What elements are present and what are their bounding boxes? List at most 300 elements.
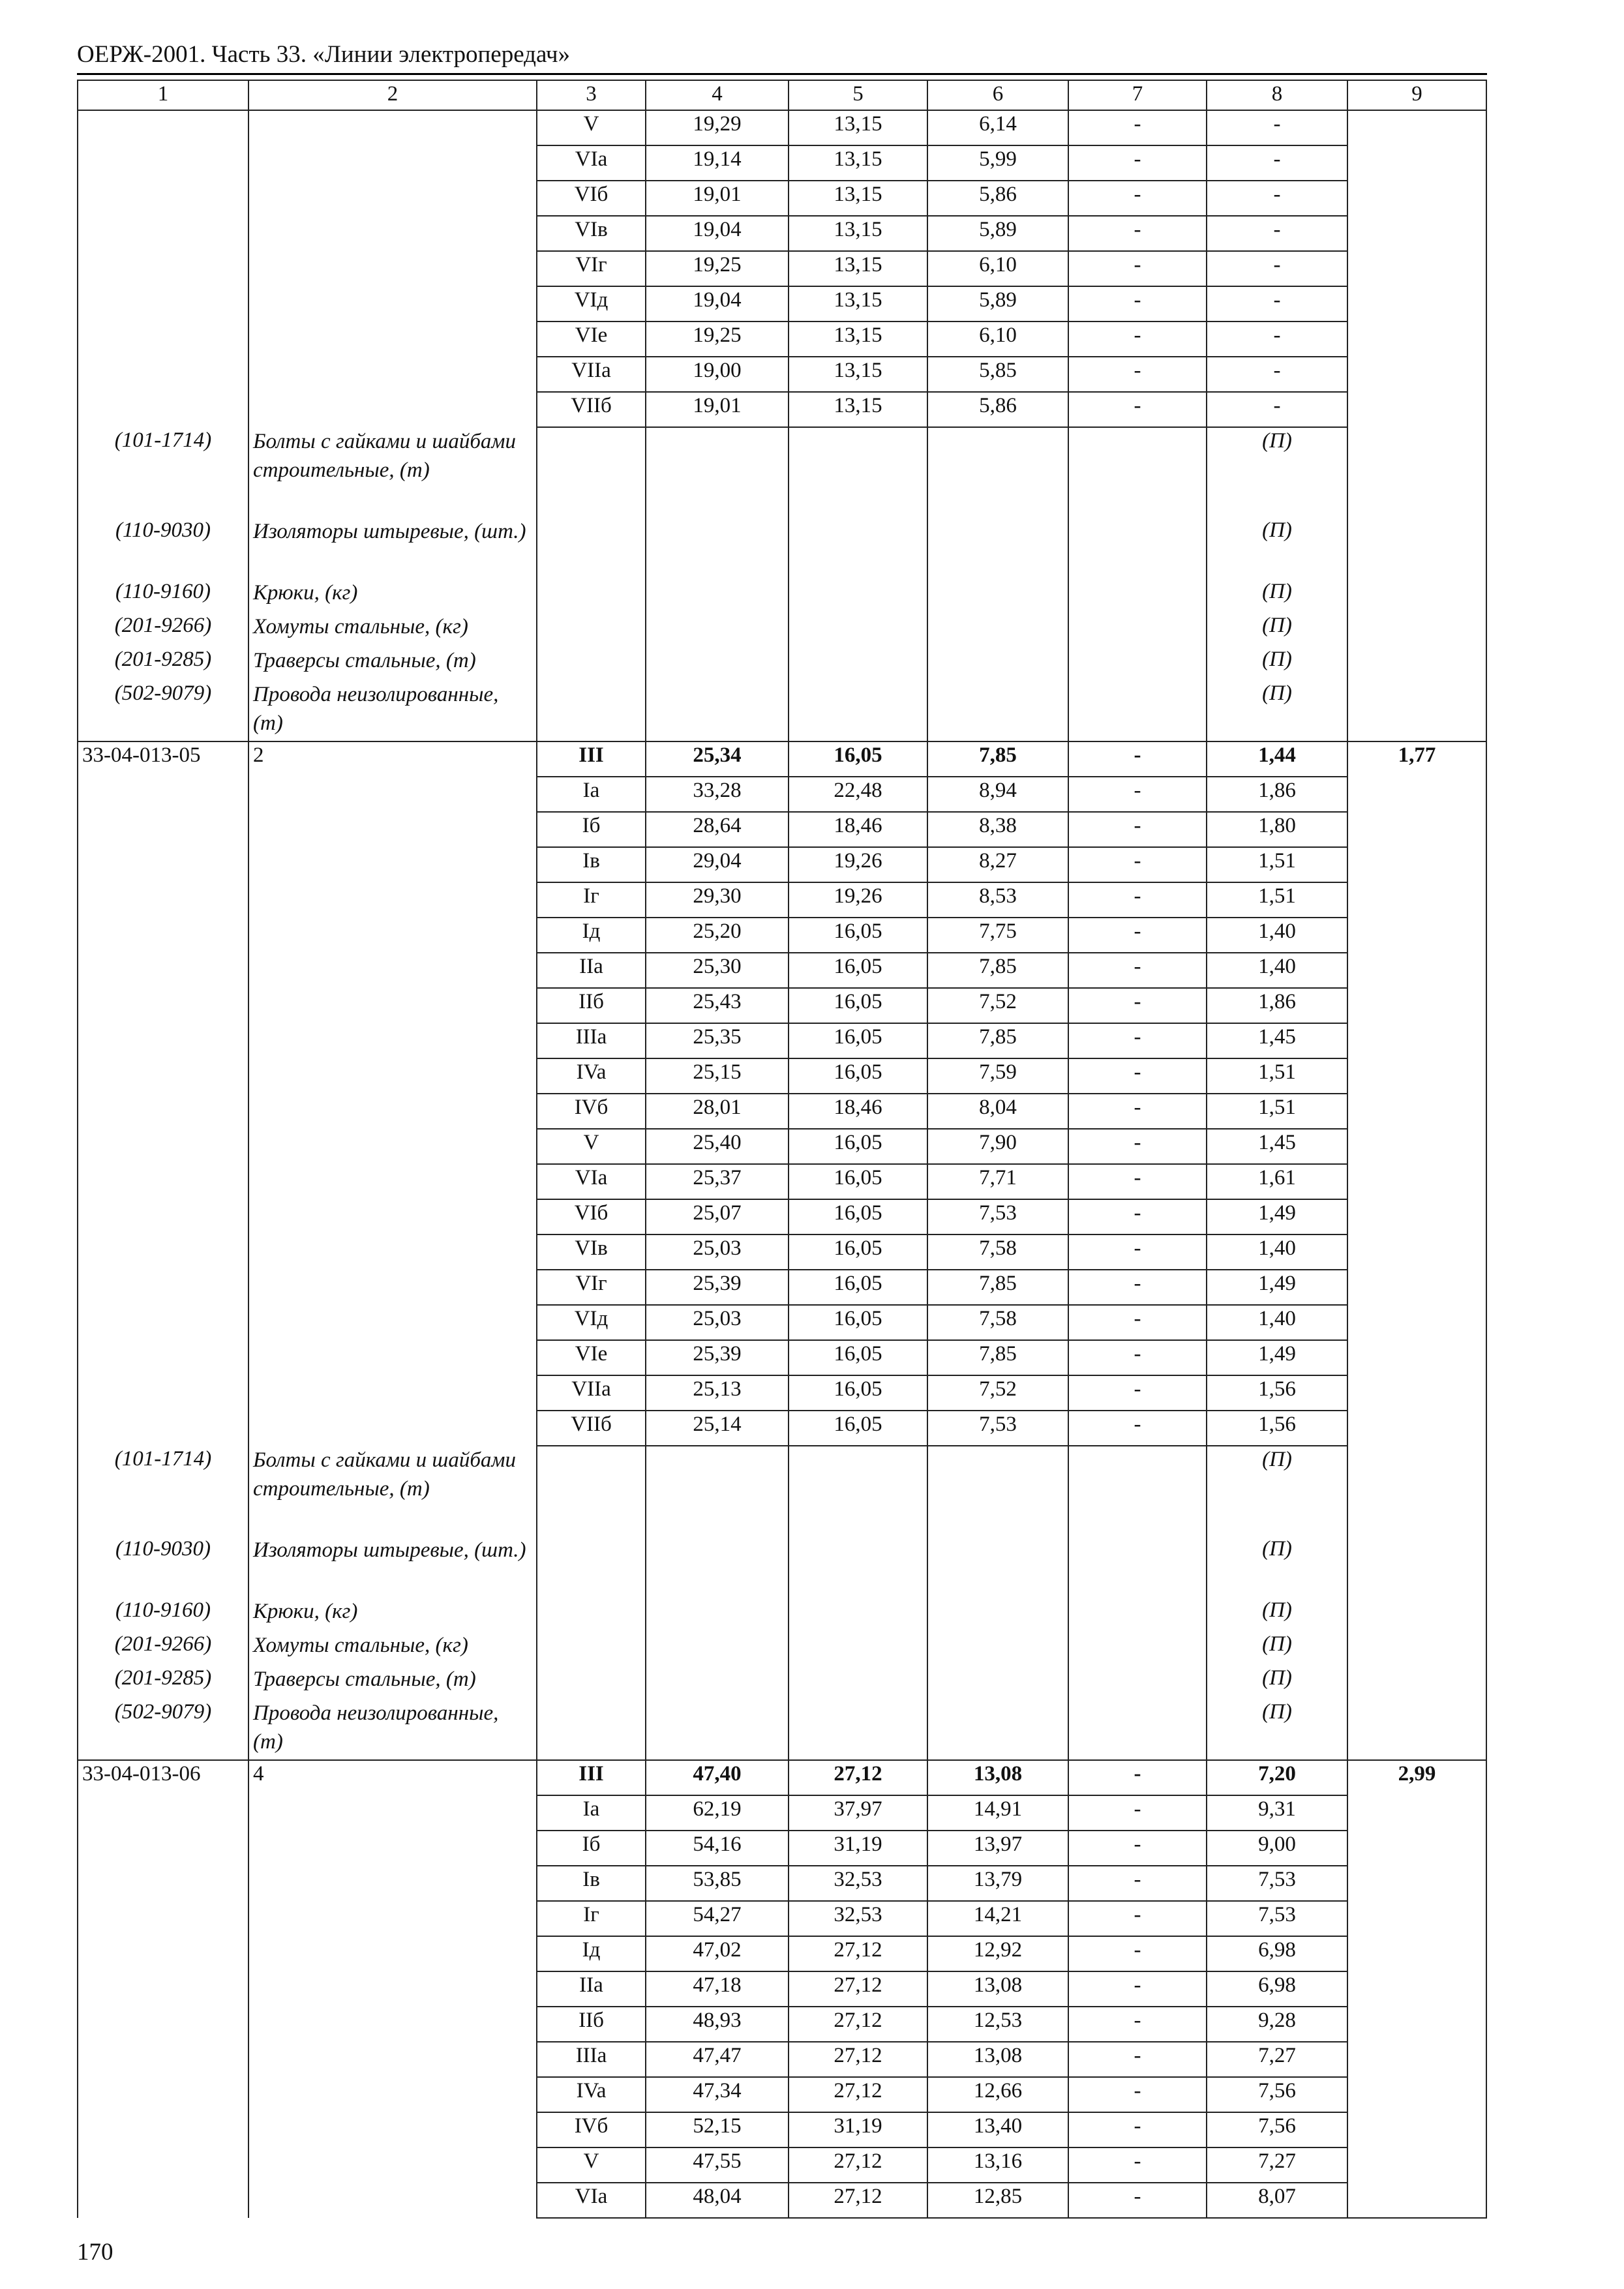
- value-cell: 13,15: [789, 286, 927, 322]
- value-cell: -: [1068, 1234, 1207, 1270]
- value-cell: -: [1068, 918, 1207, 953]
- value-cell: 8,27: [927, 847, 1068, 882]
- value-cell: 1,80: [1207, 812, 1347, 847]
- value-cell: 19,01: [646, 181, 789, 216]
- value-cell: 12,66: [927, 2077, 1068, 2112]
- value-cell: -: [1068, 1094, 1207, 1129]
- material-name: Провода неизолированные, (т): [248, 1699, 537, 1760]
- value-cell: 7,53: [927, 1199, 1068, 1234]
- value-cell: -: [1068, 1831, 1207, 1866]
- value-cell: 16,05: [789, 1129, 927, 1164]
- material-row: [78, 1446, 1486, 1536]
- value-cell: 31,19: [789, 2112, 927, 2147]
- zone-code: VIд: [537, 1305, 646, 1340]
- value-cell: 5,85: [927, 357, 1068, 392]
- value-cell: 25,07: [646, 1199, 789, 1234]
- value-cell: 16,05: [789, 953, 927, 988]
- value-cell: -: [1068, 357, 1207, 392]
- value-cell: 27,12: [789, 2183, 927, 2218]
- value-cell: 25,03: [646, 1305, 789, 1340]
- value-cell: -: [1068, 216, 1207, 251]
- value-cell: -: [1068, 1411, 1207, 1446]
- value-cell: 32,53: [789, 1866, 927, 1901]
- material-note: (П): [1207, 1597, 1347, 1631]
- value-cell: 19,04: [646, 216, 789, 251]
- value-cell: 25,03: [646, 1234, 789, 1270]
- value-cell: 27,12: [789, 2007, 927, 2042]
- value-cell: 1,49: [1207, 1340, 1347, 1375]
- empty-cell: [537, 1446, 646, 1760]
- material-note: (П): [1207, 1446, 1347, 1536]
- value-cell: 7,53: [1207, 1901, 1347, 1936]
- col9-value: [1347, 110, 1486, 741]
- rate-code: [78, 110, 248, 427]
- value-cell: 5,89: [927, 216, 1068, 251]
- material-name: Крюки, (кг): [248, 578, 537, 612]
- value-cell: -: [1207, 251, 1347, 286]
- value-cell: 7,56: [1207, 2077, 1347, 2112]
- value-cell: 7,52: [927, 1375, 1068, 1411]
- value-cell: 16,05: [789, 918, 927, 953]
- value-cell: 25,30: [646, 953, 789, 988]
- zone-code: VIб: [537, 1199, 646, 1234]
- value-cell: 47,47: [646, 2042, 789, 2077]
- value-cell: 7,20: [1207, 1760, 1347, 1795]
- value-cell: -: [1068, 322, 1207, 357]
- value-cell: -: [1068, 741, 1207, 777]
- value-cell: -: [1068, 1866, 1207, 1901]
- rate-desc: 4: [248, 1760, 537, 2218]
- value-cell: -: [1068, 251, 1207, 286]
- value-cell: 13,08: [927, 2042, 1068, 2077]
- value-cell: 7,53: [1207, 1866, 1347, 1901]
- value-cell: 5,86: [927, 392, 1068, 427]
- value-cell: 16,05: [789, 1411, 927, 1446]
- value-cell: -: [1207, 357, 1347, 392]
- empty-cell: [927, 427, 1068, 741]
- value-cell: 22,48: [789, 777, 927, 812]
- material-code: (502-9079): [78, 680, 248, 741]
- zone-code: VIг: [537, 1270, 646, 1305]
- value-cell: 1,45: [1207, 1129, 1347, 1164]
- value-cell: 25,43: [646, 988, 789, 1023]
- zone-code: VIб: [537, 181, 646, 216]
- zone-code: VIв: [537, 1234, 646, 1270]
- material-code: (502-9079): [78, 1699, 248, 1760]
- zone-code: VIe: [537, 1340, 646, 1375]
- value-cell: 1,45: [1207, 1023, 1347, 1058]
- empty-cell: [927, 1446, 1068, 1760]
- value-cell: 7,27: [1207, 2042, 1347, 2077]
- value-cell: 7,85: [927, 1023, 1068, 1058]
- page-number: 170: [77, 2239, 113, 2266]
- value-cell: -: [1068, 1305, 1207, 1340]
- zone-code: Iв: [537, 847, 646, 882]
- material-name: Изоляторы штыревые, (шт.): [248, 1536, 537, 1597]
- value-cell: -: [1068, 392, 1207, 427]
- value-cell: 25,39: [646, 1340, 789, 1375]
- value-cell: -: [1207, 286, 1347, 322]
- value-cell: 6,10: [927, 322, 1068, 357]
- value-cell: -: [1068, 1971, 1207, 2007]
- value-cell: 37,97: [789, 1795, 927, 1831]
- value-cell: 1,40: [1207, 953, 1347, 988]
- zone-code: Iг: [537, 1901, 646, 1936]
- material-code: (101-1714): [78, 1446, 248, 1536]
- zone-code: IIIa: [537, 1023, 646, 1058]
- rate-desc: [248, 110, 537, 427]
- value-cell: -: [1068, 988, 1207, 1023]
- material-note: (П): [1207, 1699, 1347, 1760]
- table-row: [78, 741, 1486, 777]
- value-cell: 27,12: [789, 2077, 927, 2112]
- value-cell: 9,00: [1207, 1831, 1347, 1866]
- value-cell: 27,12: [789, 2042, 927, 2077]
- value-cell: -: [1068, 2112, 1207, 2147]
- zone-code: V: [537, 1129, 646, 1164]
- zone-code: IVa: [537, 2077, 646, 2112]
- value-cell: 13,16: [927, 2147, 1068, 2183]
- column-number: 9: [1347, 80, 1486, 110]
- value-cell: 7,27: [1207, 2147, 1347, 2183]
- value-cell: 27,12: [789, 1936, 927, 1971]
- zone-code: IIa: [537, 1971, 646, 2007]
- value-cell: 6,14: [927, 110, 1068, 145]
- material-name: Хомуты стальные, (кг): [248, 1631, 537, 1665]
- value-cell: -: [1068, 1164, 1207, 1199]
- value-cell: 13,15: [789, 357, 927, 392]
- value-cell: 1,40: [1207, 1305, 1347, 1340]
- value-cell: 25,15: [646, 1058, 789, 1094]
- value-cell: 1,51: [1207, 847, 1347, 882]
- column-number: 8: [1207, 80, 1347, 110]
- value-cell: 19,01: [646, 392, 789, 427]
- value-cell: 16,05: [789, 1270, 927, 1305]
- value-cell: 13,15: [789, 251, 927, 286]
- material-code: (110-9030): [78, 1536, 248, 1597]
- value-cell: 1,86: [1207, 777, 1347, 812]
- value-cell: 8,94: [927, 777, 1068, 812]
- value-cell: 13,15: [789, 216, 927, 251]
- empty-cell: [1068, 427, 1207, 741]
- zone-code: VIa: [537, 1164, 646, 1199]
- value-cell: 14,91: [927, 1795, 1068, 1831]
- value-cell: 47,55: [646, 2147, 789, 2183]
- value-cell: 25,40: [646, 1129, 789, 1164]
- value-cell: 16,05: [789, 1199, 927, 1234]
- value-cell: -: [1207, 392, 1347, 427]
- material-note: (П): [1207, 646, 1347, 680]
- zone-code: IVб: [537, 2112, 646, 2147]
- value-cell: 25,39: [646, 1270, 789, 1305]
- column-number: 6: [927, 80, 1068, 110]
- value-cell: 1,51: [1207, 1094, 1347, 1129]
- value-cell: 19,25: [646, 322, 789, 357]
- material-note: (П): [1207, 517, 1347, 578]
- value-cell: -: [1068, 882, 1207, 918]
- material-code: (110-9160): [78, 578, 248, 612]
- value-cell: 47,18: [646, 1971, 789, 2007]
- value-cell: 7,56: [1207, 2112, 1347, 2147]
- value-cell: 1,49: [1207, 1199, 1347, 1234]
- value-cell: 19,26: [789, 882, 927, 918]
- zone-code: IIб: [537, 2007, 646, 2042]
- value-cell: 16,05: [789, 988, 927, 1023]
- material-name: Траверсы стальные, (т): [248, 1665, 537, 1699]
- value-cell: -: [1068, 812, 1207, 847]
- header-rule: [77, 73, 1487, 75]
- value-cell: 47,40: [646, 1760, 789, 1795]
- value-cell: 54,27: [646, 1901, 789, 1936]
- value-cell: 27,12: [789, 2147, 927, 2183]
- value-cell: 16,05: [789, 1234, 927, 1270]
- table-row: [78, 110, 1486, 145]
- value-cell: 13,15: [789, 181, 927, 216]
- value-cell: 16,05: [789, 1375, 927, 1411]
- value-cell: 18,46: [789, 1094, 927, 1129]
- value-cell: 1,49: [1207, 1270, 1347, 1305]
- value-cell: 28,01: [646, 1094, 789, 1129]
- value-cell: -: [1068, 953, 1207, 988]
- empty-cell: [789, 427, 927, 741]
- value-cell: 7,85: [927, 1340, 1068, 1375]
- value-cell: 7,85: [927, 953, 1068, 988]
- value-cell: -: [1068, 1760, 1207, 1795]
- value-cell: 12,92: [927, 1936, 1068, 1971]
- material-name: Изоляторы штыревые, (шт.): [248, 517, 537, 578]
- value-cell: -: [1068, 2077, 1207, 2112]
- rate-code: 33-04-013-05: [78, 741, 248, 1446]
- zone-code: Iд: [537, 1936, 646, 1971]
- value-cell: 7,52: [927, 988, 1068, 1023]
- value-cell: 48,93: [646, 2007, 789, 2042]
- value-cell: 25,20: [646, 918, 789, 953]
- zone-code: VIa: [537, 2183, 646, 2218]
- value-cell: 7,71: [927, 1164, 1068, 1199]
- value-cell: 7,53: [927, 1411, 1068, 1446]
- value-cell: -: [1068, 286, 1207, 322]
- value-cell: 13,15: [789, 392, 927, 427]
- value-cell: 29,30: [646, 882, 789, 918]
- column-number: 1: [78, 80, 248, 110]
- zone-code: IIб: [537, 988, 646, 1023]
- value-cell: -: [1068, 1340, 1207, 1375]
- column-number: 2: [248, 80, 537, 110]
- value-cell: 1,40: [1207, 1234, 1347, 1270]
- material-note: (П): [1207, 1631, 1347, 1665]
- value-cell: 1,40: [1207, 918, 1347, 953]
- value-cell: 16,05: [789, 1164, 927, 1199]
- value-cell: 13,15: [789, 110, 927, 145]
- value-cell: 14,21: [927, 1901, 1068, 1936]
- zone-code: IVa: [537, 1058, 646, 1094]
- zone-code: Iг: [537, 882, 646, 918]
- value-cell: 13,15: [789, 322, 927, 357]
- table-row: [78, 1760, 1486, 1795]
- zone-code: III: [537, 1760, 646, 1795]
- value-cell: -: [1068, 1199, 1207, 1234]
- value-cell: -: [1068, 1901, 1207, 1936]
- value-cell: 6,10: [927, 251, 1068, 286]
- value-cell: 13,97: [927, 1831, 1068, 1866]
- value-cell: 1,56: [1207, 1375, 1347, 1411]
- value-cell: 53,85: [646, 1866, 789, 1901]
- value-cell: 47,02: [646, 1936, 789, 1971]
- zone-code: Ia: [537, 777, 646, 812]
- value-cell: 27,12: [789, 1971, 927, 2007]
- empty-cell: [646, 427, 789, 741]
- value-cell: 48,04: [646, 2183, 789, 2218]
- value-cell: 6,98: [1207, 1936, 1347, 1971]
- value-cell: -: [1207, 216, 1347, 251]
- value-cell: 25,35: [646, 1023, 789, 1058]
- value-cell: -: [1068, 1270, 1207, 1305]
- value-cell: 16,05: [789, 741, 927, 777]
- zone-code: V: [537, 110, 646, 145]
- value-cell: 19,04: [646, 286, 789, 322]
- zone-code: VIIa: [537, 1375, 646, 1411]
- value-cell: -: [1068, 2042, 1207, 2077]
- value-cell: 13,79: [927, 1866, 1068, 1901]
- value-cell: 8,53: [927, 882, 1068, 918]
- material-note: (П): [1207, 612, 1347, 646]
- empty-cell: [646, 1446, 789, 1760]
- zone-code: VIв: [537, 216, 646, 251]
- value-cell: 19,26: [789, 847, 927, 882]
- zone-code: VIe: [537, 322, 646, 357]
- value-cell: 13,08: [927, 1760, 1068, 1795]
- value-cell: 5,99: [927, 145, 1068, 181]
- material-note: (П): [1207, 1665, 1347, 1699]
- material-code: (201-9285): [78, 646, 248, 680]
- value-cell: 7,59: [927, 1058, 1068, 1094]
- column-numbers-row: [78, 80, 1486, 110]
- value-cell: -: [1068, 1129, 1207, 1164]
- value-cell: 7,85: [927, 741, 1068, 777]
- value-cell: 19,14: [646, 145, 789, 181]
- value-cell: 5,89: [927, 286, 1068, 322]
- value-cell: 19,29: [646, 110, 789, 145]
- value-cell: 13,40: [927, 2112, 1068, 2147]
- value-cell: 16,05: [789, 1023, 927, 1058]
- material-note: (П): [1207, 578, 1347, 612]
- zone-code: V: [537, 2147, 646, 2183]
- value-cell: -: [1068, 110, 1207, 145]
- value-cell: 1,51: [1207, 1058, 1347, 1094]
- value-cell: 28,64: [646, 812, 789, 847]
- material-name: Провода неизолированные, (т): [248, 680, 537, 741]
- value-cell: 47,34: [646, 2077, 789, 2112]
- value-cell: 13,15: [789, 145, 927, 181]
- value-cell: -: [1068, 1058, 1207, 1094]
- value-cell: 16,05: [789, 1340, 927, 1375]
- value-cell: -: [1068, 847, 1207, 882]
- value-cell: 33,28: [646, 777, 789, 812]
- material-name: Траверсы стальные, (т): [248, 646, 537, 680]
- value-cell: 8,07: [1207, 2183, 1347, 2218]
- value-cell: 1,51: [1207, 882, 1347, 918]
- value-cell: 25,34: [646, 741, 789, 777]
- value-cell: -: [1068, 2007, 1207, 2042]
- material-name: Болты с гайками и шайбами строительные, (т): [248, 1446, 537, 1536]
- value-cell: -: [1068, 2147, 1207, 2183]
- value-cell: 9,28: [1207, 2007, 1347, 2042]
- empty-cell: [1068, 1446, 1207, 1760]
- rates-table: [77, 80, 1487, 2219]
- material-name: Болты с гайками и шайбами строительные, (т): [248, 427, 537, 517]
- page-header: ОЕРЖ-2001. Часть 33. «Линии электропередач»: [77, 41, 571, 68]
- value-cell: 7,90: [927, 1129, 1068, 1164]
- value-cell: 1,86: [1207, 988, 1347, 1023]
- zone-code: VIг: [537, 251, 646, 286]
- material-code: (101-1714): [78, 427, 248, 517]
- zone-code: VIд: [537, 286, 646, 322]
- value-cell: -: [1207, 322, 1347, 357]
- value-cell: -: [1068, 1023, 1207, 1058]
- value-cell: -: [1068, 181, 1207, 216]
- value-cell: 12,85: [927, 2183, 1068, 2218]
- material-name: Хомуты стальные, (кг): [248, 612, 537, 646]
- value-cell: -: [1068, 1936, 1207, 1971]
- value-cell: 1,44: [1207, 741, 1347, 777]
- value-cell: 1,61: [1207, 1164, 1347, 1199]
- value-cell: 7,58: [927, 1234, 1068, 1270]
- rate-code: 33-04-013-06: [78, 1760, 248, 2218]
- material-note: (П): [1207, 427, 1347, 517]
- zone-code: III: [537, 741, 646, 777]
- value-cell: 7,85: [927, 1270, 1068, 1305]
- value-cell: 25,13: [646, 1375, 789, 1411]
- value-cell: -: [1068, 777, 1207, 812]
- value-cell: 8,38: [927, 812, 1068, 847]
- material-code: (110-9160): [78, 1597, 248, 1631]
- value-cell: 18,46: [789, 812, 927, 847]
- empty-cell: [537, 427, 646, 741]
- material-name: Крюки, (кг): [248, 1597, 537, 1631]
- value-cell: 5,86: [927, 181, 1068, 216]
- value-cell: 7,58: [927, 1305, 1068, 1340]
- value-cell: -: [1207, 110, 1347, 145]
- value-cell: -: [1068, 1375, 1207, 1411]
- value-cell: -: [1068, 1795, 1207, 1831]
- zone-code: Iв: [537, 1866, 646, 1901]
- value-cell: 16,05: [789, 1305, 927, 1340]
- zone-code: Iб: [537, 1831, 646, 1866]
- value-cell: 25,14: [646, 1411, 789, 1446]
- zone-code: VIIб: [537, 1411, 646, 1446]
- material-row: [78, 427, 1486, 517]
- value-cell: 54,16: [646, 1831, 789, 1866]
- value-cell: 32,53: [789, 1901, 927, 1936]
- zone-code: Iб: [537, 812, 646, 847]
- column-number: 5: [789, 80, 927, 110]
- value-cell: 19,00: [646, 357, 789, 392]
- material-code: (201-9266): [78, 612, 248, 646]
- zone-code: Ia: [537, 1795, 646, 1831]
- material-code: (201-9285): [78, 1665, 248, 1699]
- value-cell: -: [1207, 181, 1347, 216]
- col9-value: 2,99: [1347, 1760, 1486, 2218]
- value-cell: 29,04: [646, 847, 789, 882]
- zone-code: IIIa: [537, 2042, 646, 2077]
- value-cell: 52,15: [646, 2112, 789, 2147]
- material-note: (П): [1207, 1536, 1347, 1597]
- zone-code: VIa: [537, 145, 646, 181]
- rate-desc: 2: [248, 741, 537, 1446]
- value-cell: -: [1207, 145, 1347, 181]
- value-cell: 6,98: [1207, 1971, 1347, 2007]
- value-cell: 27,12: [789, 1760, 927, 1795]
